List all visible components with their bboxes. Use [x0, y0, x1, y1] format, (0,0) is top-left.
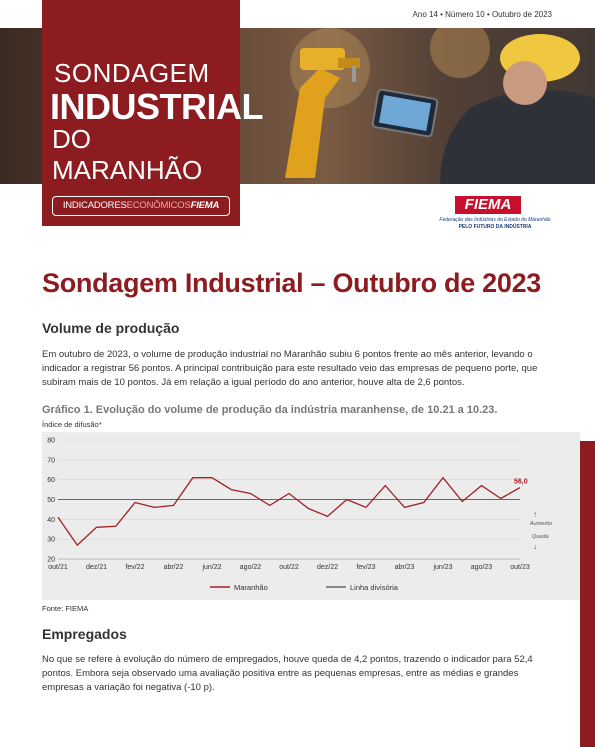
title-box — [42, 0, 263, 226]
chart-panel — [42, 432, 580, 600]
production-paragraph: Em outubro de 2023, o volume de produção industrial no Maranhão subiu 6 pontos frente ao mês anterior, levando o indicador a registrar 56 pontos. A principal contribuição para este resultado veio das empresas de pequeno porte, que subiram mais de 10 pontos. Já em relação a igual período do ano anterior, houve alta de 2,6 pontos. — [42, 349, 538, 388]
x-tick-label: ago/23 — [470, 564, 493, 571]
x-tick-label: jun/22 — [202, 564, 222, 571]
chart-legend — [210, 583, 399, 592]
y-tick-label: 60 — [47, 477, 55, 485]
indicators-badge — [52, 196, 230, 216]
last-value-label: 56,0 — [514, 478, 528, 486]
employees-paragraph: No que se refere à evolução do número de empregados, houve queda de 4,2 pontos, trazendo o indicador para 52,4 pontos. Embora seja observado uma avaliação positiva entre as pequenas empresas, entre as médias e grandes empresas a variação foi negativa (-10 p). — [42, 654, 533, 693]
fiema-logo-subtitle: Federação das Indústrias do Estado do Maranhão — [439, 217, 551, 223]
x-tick-label: dez/22 — [316, 564, 339, 571]
publication-title-line2: INDUSTRIAL — [50, 86, 263, 127]
x-tick-label: out/22 — [279, 564, 299, 571]
y-tick-label: 40 — [47, 516, 55, 524]
trend-annotations — [529, 510, 552, 551]
x-tick-label: out/23 — [510, 564, 530, 571]
up-arrow-icon: ↑ — [533, 510, 537, 519]
x-tick-label: jun/23 — [433, 564, 453, 571]
y-tick-label: 80 — [47, 437, 55, 445]
y-tick-label: 20 — [47, 556, 55, 564]
up-label: Aumento — [530, 521, 553, 527]
publication-title-line3: DO MARANHÃO — [52, 124, 203, 185]
issue-info: Ano 14 • Número 10 • Outubro de 2023 — [412, 10, 552, 19]
employees-heading: Empregados — [42, 626, 127, 642]
x-tick-label: abr/23 — [394, 564, 415, 571]
y-tick-label: 30 — [47, 536, 55, 544]
fiema-logo-tagline: PELO FUTURO DA INDÚSTRIA — [458, 224, 532, 230]
page-title: Sondagem Industrial – Outubro de 2023 — [42, 268, 542, 298]
down-label: Queda — [532, 534, 549, 540]
y-tick-label: 70 — [47, 457, 55, 465]
production-line-chart — [42, 432, 580, 600]
fiema-logo — [435, 196, 555, 230]
legend-label-divider: Linha divisória — [350, 583, 398, 592]
badge-part1: INDICADORES — [62, 200, 127, 211]
y-tick-label: 50 — [47, 497, 55, 504]
chart-caption: Gráfico 1. Evolução do volume de produção da indústria maranhense, de 10.21 a 10.23. — [42, 404, 498, 416]
x-tick-label: fev/23 — [356, 564, 376, 571]
series-line-maranhao — [58, 478, 520, 545]
production-heading: Volume de produção — [42, 320, 180, 336]
chart-subcaption: Índice de difusão* — [42, 420, 102, 429]
x-tick-label: abr/22 — [163, 564, 184, 571]
badge-part3: FIEMA — [190, 200, 220, 211]
fiema-logo-mark: FIEMA — [455, 196, 521, 214]
x-tick-label: ago/22 — [239, 564, 262, 571]
x-tick-label: out/21 — [48, 564, 68, 571]
down-arrow-icon: ↓ — [533, 542, 537, 551]
decorative-sidebar — [580, 441, 595, 747]
x-tick-label: fev/22 — [125, 564, 145, 571]
chart-source: Fonte: FIEMA — [42, 604, 89, 613]
badge-part2: ECONÔMICOS — [126, 200, 191, 211]
publication-title-line1: SONDAGEM — [54, 58, 210, 88]
x-tick-label: dez/21 — [85, 564, 108, 571]
legend-label-maranhao: Maranhão — [234, 583, 268, 592]
